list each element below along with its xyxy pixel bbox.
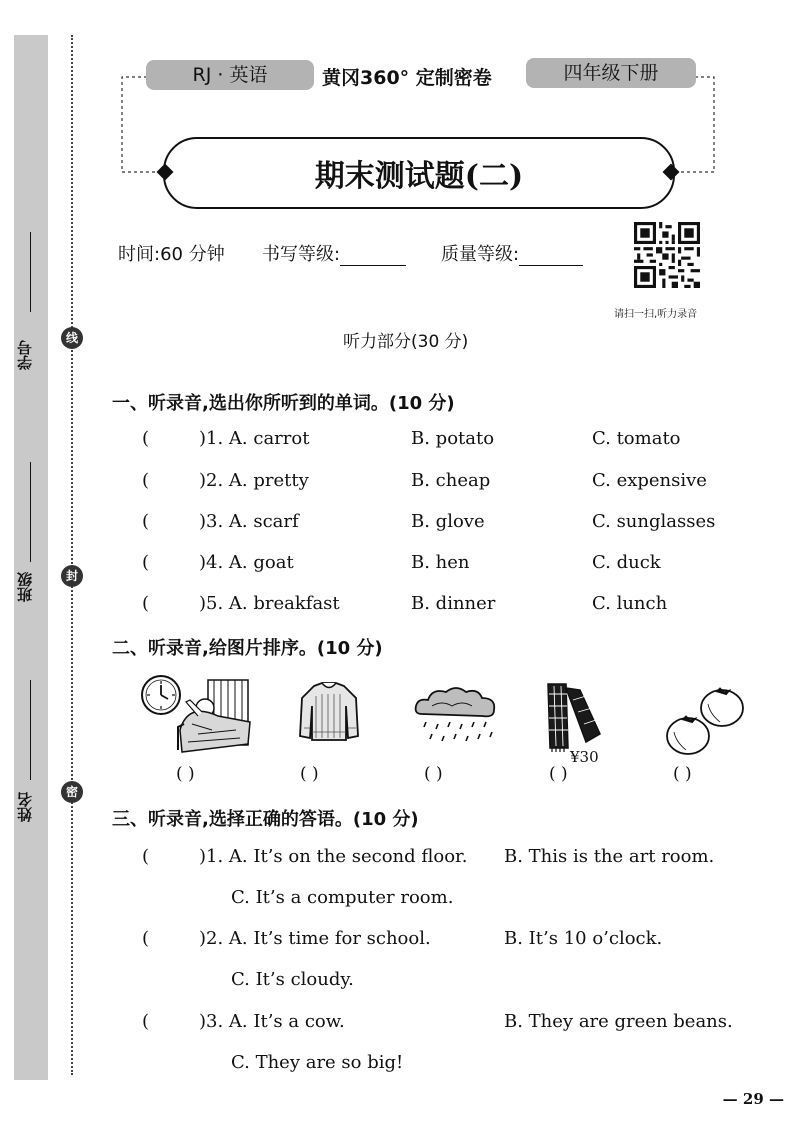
s1-q2-option-c[interactable]: C. expensive (592, 470, 707, 491)
qr-code-icon[interactable] (634, 222, 700, 288)
answer-bracket-open[interactable]: ( (142, 928, 150, 949)
name-label: 姓名 (16, 792, 34, 822)
class-label: 班级 (16, 572, 34, 602)
sweater-icon (296, 680, 362, 748)
binding-strip (14, 35, 48, 1080)
writing-grade-label: 书写等级: (262, 244, 341, 265)
s1-q3-option-b[interactable]: B. glove (411, 511, 485, 532)
seal-seal-mark: 封 (61, 565, 83, 587)
s1-q5-option-a[interactable]: )5. A. breakfast (199, 593, 340, 614)
picture1-answer[interactable]: ( ) (176, 764, 195, 784)
writing-grade (262, 240, 406, 266)
seal-dotted-line (71, 35, 73, 1075)
clock-bed-icon (140, 672, 255, 757)
answer-bracket-open[interactable]: ( (142, 470, 150, 491)
tomatoes-icon (664, 684, 746, 758)
s1-q5-option-c[interactable]: C. lunch (592, 593, 668, 614)
time-label: 时间:60 分钟 (118, 244, 225, 265)
picture5-answer[interactable]: ( ) (673, 764, 692, 784)
section3-heading: 三、听录音,选择正确的答语。(10 分) (112, 809, 419, 830)
page-number: — 29 — (722, 1090, 784, 1108)
s1-q1-option-b[interactable]: B. potato (411, 428, 495, 449)
writing-grade-blank[interactable] (340, 245, 406, 266)
page-title: 期末测试题(二) (314, 159, 524, 194)
subject-pill: RJ · 英语 (146, 60, 314, 90)
picture3-answer[interactable]: ( ) (424, 764, 443, 784)
s1-q3-option-c[interactable]: C. sunglasses (592, 511, 716, 532)
s1-q4-option-b[interactable]: B. hen (411, 552, 470, 573)
scarf-icon (540, 680, 610, 752)
s1-q4-option-c[interactable]: C. duck (592, 552, 661, 573)
section1-heading: 一、听录音,选出你所听到的单词。(10 分) (112, 393, 455, 414)
s3-q3-option-a[interactable]: )3. A. It’s a cow. (199, 1011, 345, 1032)
s3-q1-option-a[interactable]: )1. A. It’s on the second floor. (199, 846, 468, 867)
quality-grade-label: 质量等级: (441, 244, 520, 265)
name-line (30, 680, 31, 780)
s3-q3-option-c[interactable]: C. They are so big! (231, 1052, 404, 1073)
answer-bracket-open[interactable]: ( (142, 511, 150, 532)
answer-bracket-open[interactable]: ( (142, 846, 150, 867)
student-id-label: 学号 (16, 340, 34, 370)
picture2-answer[interactable]: ( ) (300, 764, 319, 784)
picture4-answer[interactable]: ( ) (549, 764, 568, 784)
s1-q2-option-b[interactable]: B. cheap (411, 470, 491, 491)
rain-cloud-icon (412, 684, 502, 746)
s3-q2-option-a[interactable]: )2. A. It’s time for school. (199, 928, 431, 949)
s1-q5-option-b[interactable]: B. dinner (411, 593, 496, 614)
answer-bracket-open[interactable]: ( (142, 593, 150, 614)
section2-heading: 二、听录音,给图片排序。(10 分) (112, 638, 383, 659)
seal-secret-mark: 密 (61, 781, 83, 803)
s3-q2-option-c[interactable]: C. It’s cloudy. (231, 969, 354, 990)
quality-grade (441, 240, 583, 266)
s1-q3-option-a[interactable]: )3. A. scarf (199, 511, 299, 532)
s1-q1-option-a[interactable]: )1. A. carrot (199, 428, 310, 449)
s1-q4-option-a[interactable]: )4. A. goat (199, 552, 294, 573)
series-title: 黄冈360° 定制密卷 (322, 67, 492, 89)
quality-grade-blank[interactable] (519, 245, 583, 266)
s1-q2-option-a[interactable]: )2. A. pretty (199, 470, 309, 491)
s3-q2-option-b[interactable]: B. It’s 10 o’clock. (504, 928, 663, 949)
listening-part-title: 听力部分(30 分) (343, 332, 469, 352)
s3-q1-option-b[interactable]: B. This is the art room. (504, 846, 715, 867)
s3-q3-option-b[interactable]: B. They are green beans. (504, 1011, 733, 1032)
s1-q1-option-c[interactable]: C. tomato (592, 428, 681, 449)
scarf-price: ¥30 (570, 748, 599, 766)
title-box (163, 137, 675, 209)
answer-bracket-open[interactable]: ( (142, 552, 150, 573)
s3-q1-option-c[interactable]: C. It’s a computer room. (231, 887, 454, 908)
class-line (30, 462, 31, 562)
seal-line-mark: 线 (61, 327, 83, 349)
answer-bracket-open[interactable]: ( (142, 428, 150, 449)
qr-caption: 请扫一扫,听力录音 (614, 309, 698, 320)
student-id-line (30, 232, 31, 312)
answer-bracket-open[interactable]: ( (142, 1011, 150, 1032)
grade-pill: 四年级下册 (526, 58, 696, 88)
